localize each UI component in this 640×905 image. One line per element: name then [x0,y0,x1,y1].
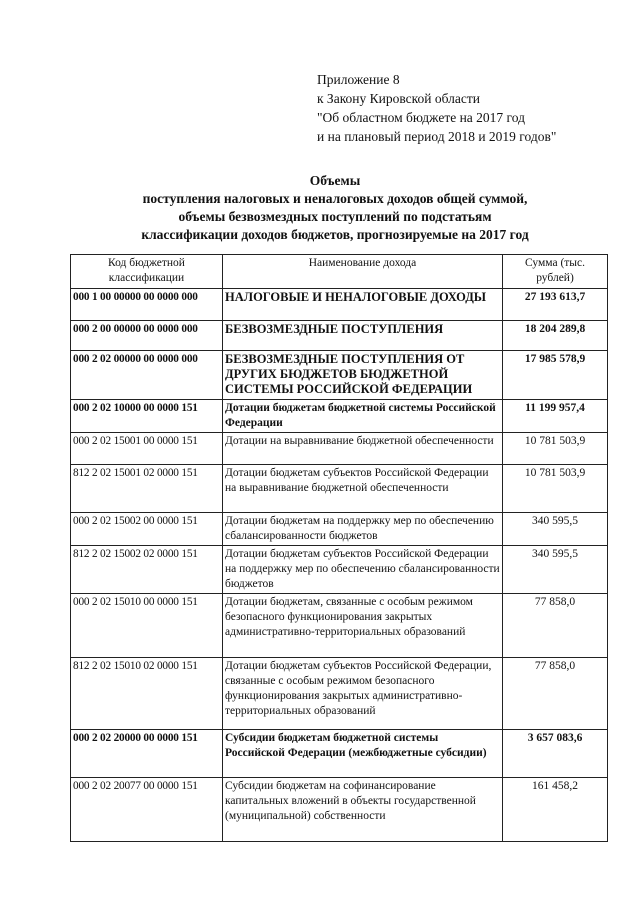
row-name: Дотации бюджетам субъектов Российской Федерации на выравнивание бюджетной обеспеченности [223,465,503,513]
table-row [71,778,608,842]
row-code: 000 2 02 20077 00 0000 151 [71,778,223,842]
row-name: Дотации бюджетам, связанные с особым режимом безопасного функционирования закрытых административно-территориальных образований [223,594,503,658]
row-amount: 10 781 503,9 [503,433,608,465]
table-row [71,513,608,546]
header-code: Код бюджетной классификации [71,255,223,289]
row-name: Дотации на выравнивание бюджетной обеспеченности [223,433,503,465]
row-code: 000 2 02 15002 00 0000 151 [71,513,223,546]
appendix-line: и на плановый период 2018 и 2019 годов" [317,129,557,144]
row-name: Субсидии бюджетам на софинансирование капитальных вложений в объекты государственной (муниципальной) собственности [223,778,503,842]
appendix-header [317,70,556,146]
table-row [71,351,608,400]
row-name: Дотации бюджетам субъектов Российской Федерации, связанные с особым режимом безопасного функционирования закрытых административно-территориальных образований [223,658,503,730]
row-code: 000 2 00 00000 00 0000 000 [71,321,223,351]
header-amount: Сумма (тыс. рублей) [503,255,608,289]
table-row [71,289,608,321]
table-row [71,321,608,351]
table-row [71,465,608,513]
row-code: 000 2 02 20000 00 0000 151 [71,730,223,778]
appendix-line: Приложение 8 [317,72,400,87]
table-row [71,400,608,433]
header-name: Наименование дохода [223,255,503,289]
row-code: 000 1 00 00000 00 0000 000 [71,289,223,321]
row-name: БЕЗВОЗМЕЗДНЫЕ ПОСТУПЛЕНИЯ ОТ ДРУГИХ БЮДЖЕТОВ БЮДЖЕТНОЙ СИСТЕМЫ РОССИЙСКОЙ ФЕДЕРАЦИИ [223,351,503,400]
row-code: 000 2 02 10000 00 0000 151 [71,400,223,433]
table-row [71,658,608,730]
table-header-row [71,255,608,289]
table-row [71,730,608,778]
row-amount: 3 657 083,6 [503,730,608,778]
document-title [70,172,600,244]
title-line: классификации доходов бюджетов, прогнозируемые на 2017 год [141,227,529,242]
row-amount: 340 595,5 [503,513,608,546]
title-line: поступления налоговых и неналоговых доходов общей суммой, [142,191,528,206]
row-amount: 10 781 503,9 [503,465,608,513]
row-name: БЕЗВОЗМЕЗДНЫЕ ПОСТУПЛЕНИЯ [223,321,503,351]
row-name: Дотации бюджетам на поддержку мер по обеспечению сбалансированности бюджетов [223,513,503,546]
row-amount: 77 858,0 [503,594,608,658]
row-amount: 77 858,0 [503,658,608,730]
row-amount: 340 595,5 [503,546,608,594]
table-row [71,594,608,658]
row-name: НАЛОГОВЫЕ И НЕНАЛОГОВЫЕ ДОХОДЫ [223,289,503,321]
row-name: Субсидии бюджетам бюджетной системы Российской Федерации (межбюджетные субсидии) [223,730,503,778]
row-code: 000 2 02 15001 00 0000 151 [71,433,223,465]
table-row [71,433,608,465]
appendix-line: к Закону Кировской области [317,91,481,106]
appendix-line: "Об областном бюджете на 2017 год [317,110,525,125]
row-amount: 18 204 289,8 [503,321,608,351]
row-amount: 17 985 578,9 [503,351,608,400]
row-amount: 11 199 957,4 [503,400,608,433]
title-line: Объемы [309,173,361,188]
row-code: 000 2 02 15010 00 0000 151 [71,594,223,658]
row-code: 812 2 02 15010 02 0000 151 [71,658,223,730]
row-amount: 27 193 613,7 [503,289,608,321]
revenue-table [70,254,608,842]
row-code: 812 2 02 15001 02 0000 151 [71,465,223,513]
row-code: 812 2 02 15002 02 0000 151 [71,546,223,594]
row-amount: 161 458,2 [503,778,608,842]
row-code: 000 2 02 00000 00 0000 000 [71,351,223,400]
row-name: Дотации бюджетам субъектов Российской Федерации на поддержку мер по обеспечению сбалансированности бюджетов [223,546,503,594]
title-line: объемы безвозмездных поступлений по подстатьям [178,209,492,224]
row-name: Дотации бюджетам бюджетной системы Российской Федерации [223,400,503,433]
table-row [71,546,608,594]
